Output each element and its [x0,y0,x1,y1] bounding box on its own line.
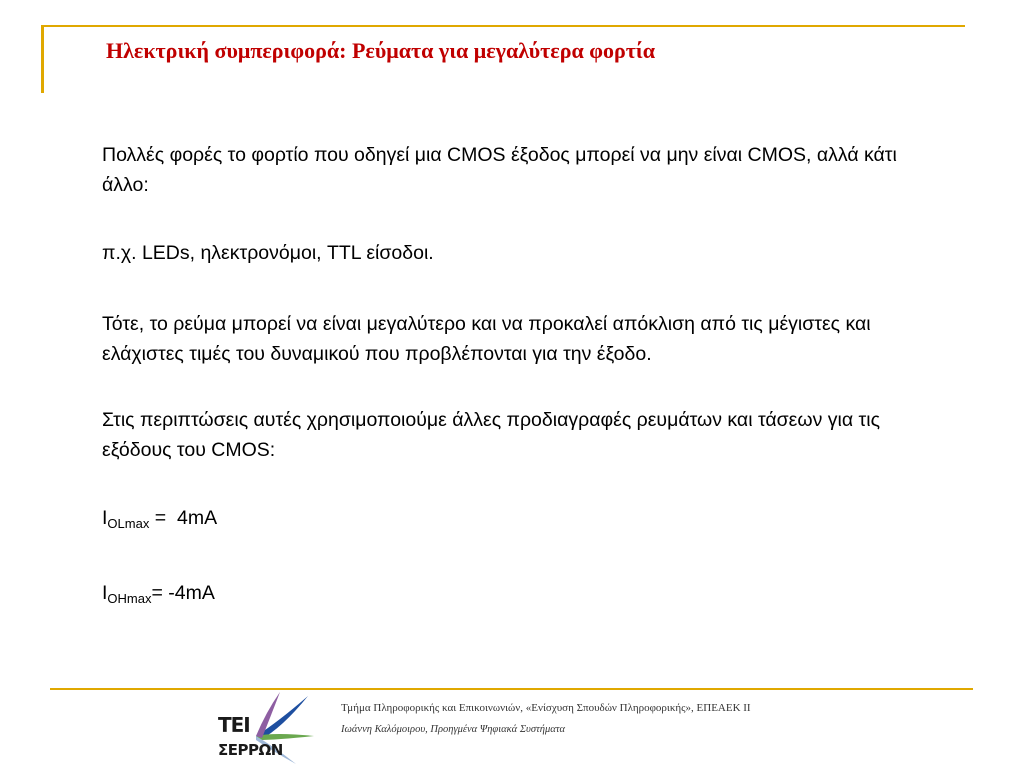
paragraph-current-deviation: Τότε, το ρεύμα μπορεί να είναι μεγαλύτερο και να προκαλεί απόκλιση από τις μέγιστες και ελάχιστες τιμές του δυναμικού που προβλέπονται για την έξοδο. [102,313,871,365]
footer-rule [50,688,973,690]
header-top-rule [42,25,965,27]
formula-iol-value: 4mA [176,507,218,529]
formula-iol-subscript: OLmax [107,516,150,531]
formula-iol-symbol: I [102,507,108,529]
footer-department: Τμήμα Πληροφορικής και Επικοινωνιών, «Ενίσχυση Σπουδών Πληροφορικής», ΕΠΕΑΕΚ ΙΙ [341,702,751,714]
logo-text-tei: ΤΕΙ [218,713,250,737]
paragraph-other-specs: Στις περιπτώσεις αυτές χρησιμοποιούμε άλλες προδιαγραφές ρευμάτων και τάσεων για τις εξόδους του CMOS: [102,409,880,461]
formula-ioh-max [102,578,215,608]
logo-text-serron: ΣΕΡΡΩΝ [218,741,283,759]
formula-ioh-value: -4mA [168,582,215,604]
header-left-rule [41,25,44,93]
formula-ioh-relation: = [151,582,169,604]
paragraph-examples: π.χ. LEDs, ηλεκτρονόμοι, TTL είσοδοι. [102,242,434,264]
formula-iol-relation: = [149,507,177,529]
formula-ioh-symbol: I [102,582,108,604]
paragraph-load-not-cmos: Πολλές φορές το φορτίο που οδηγεί μια CMOS έξοδος μπορεί να μην είναι CMOS, αλλά κάτι άλλο: [102,144,897,196]
formula-ioh-subscript: OHmax [107,591,152,606]
logo-swoosh-green [256,734,314,740]
slide-title: Ηλεκτρική συμπεριφορά: Ρεύματα για μεγαλύτερα φορτία [106,38,655,63]
footer-author-course: Ιωάννη Καλόμοιρου, Προηγμένα Ψηφιακά Συστήματα [341,724,566,735]
formula-iol-max [102,503,217,533]
